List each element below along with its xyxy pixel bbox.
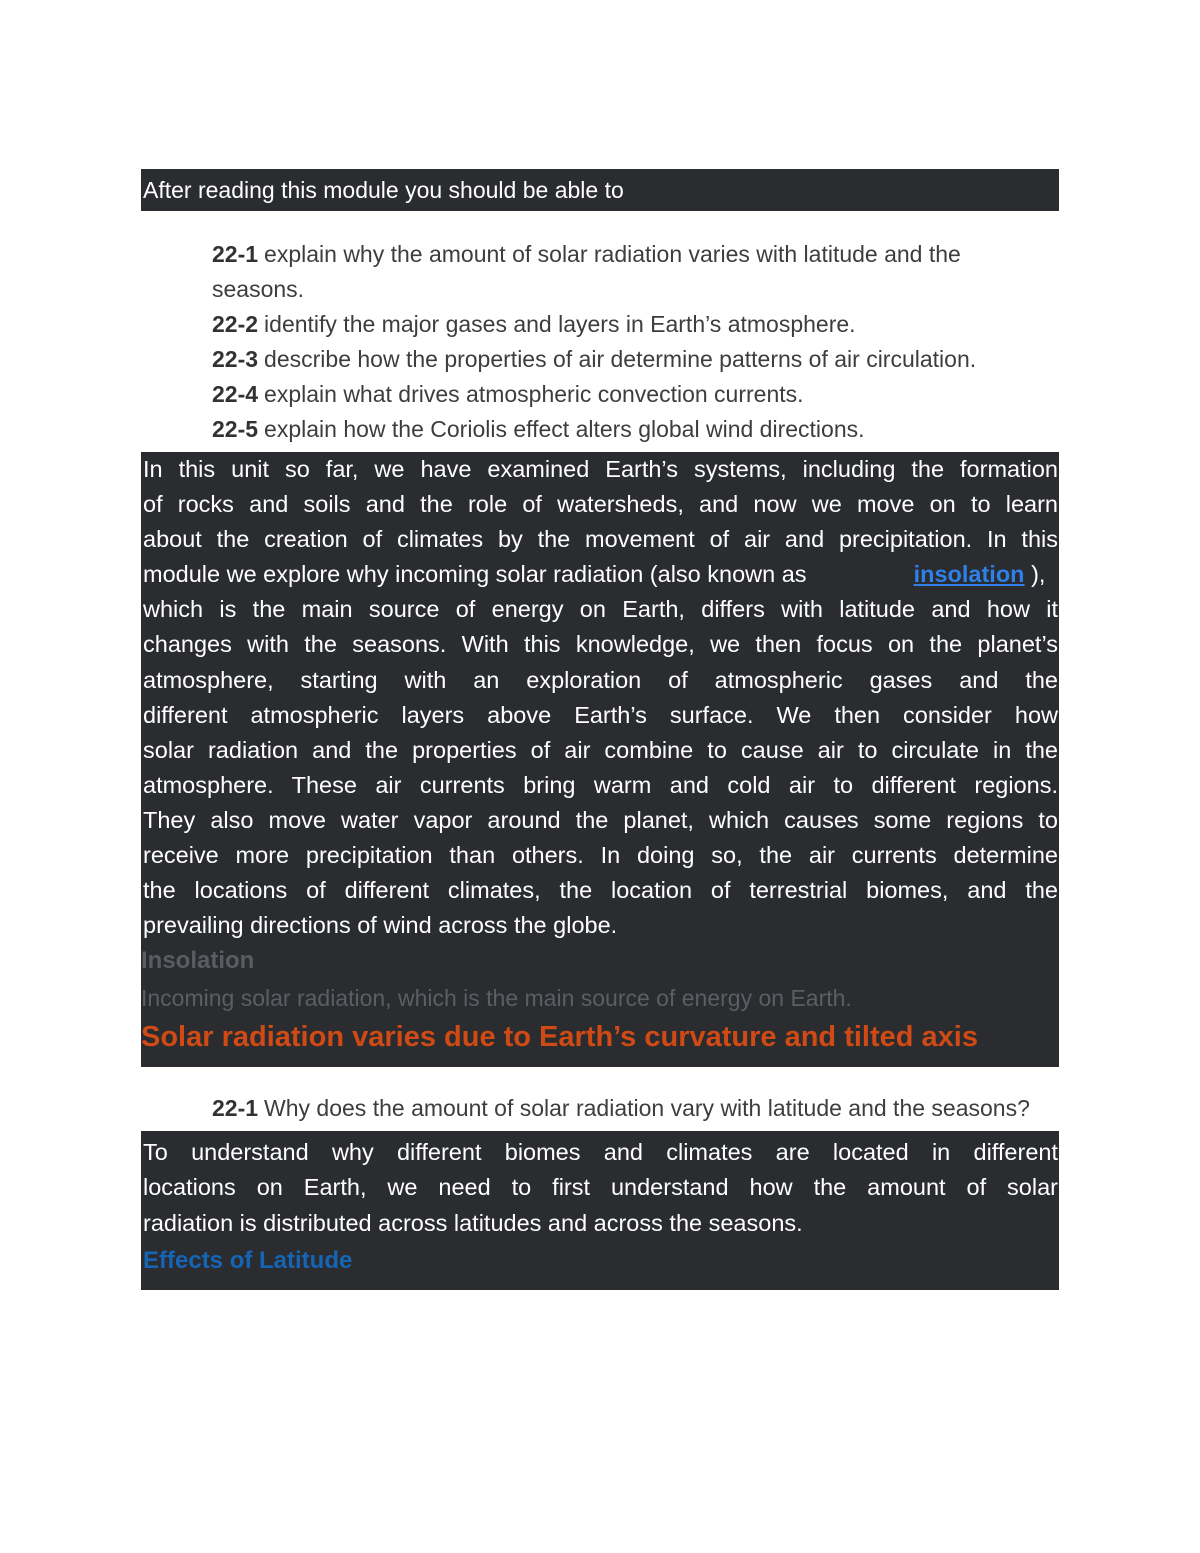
- section-heading: Solar radiation varies due to Earth’s curvature and tilted axis: [141, 1021, 978, 1054]
- intro-line: which is the main source of energy on Earth, differs with latitude and how it: [143, 596, 1058, 623]
- objective-item: [212, 412, 1059, 447]
- intro-line: changes with the seasons. With this knowledge, we then focus on the planet’s: [143, 631, 1058, 658]
- intro-line-end: ),: [1031, 561, 1046, 588]
- objective-item: [212, 307, 1059, 342]
- intro-line: the locations of different climates, the location of terrestrial biomes, and the: [143, 877, 1058, 904]
- objective-item: [212, 377, 1059, 412]
- guiding-question: [141, 1067, 1059, 1131]
- objective-id: 22-3: [212, 346, 259, 372]
- glossary-term: Insolation: [141, 947, 255, 975]
- question-id: 22-1: [212, 1095, 259, 1122]
- objective-item: [212, 237, 1059, 307]
- body-line: locations on Earth, we need to first understand how the amount of solar: [143, 1174, 1058, 1201]
- intro-line: prevailing directions of wind across the globe.: [143, 912, 618, 939]
- objective-text: explain how the Coriolis effect alters global wind directions.: [264, 416, 865, 442]
- body-line: To understand why different biomes and climates are located in different: [143, 1139, 1058, 1166]
- body-line: radiation is distributed across latitudes and across the seasons.: [143, 1209, 803, 1236]
- objective-item: [212, 342, 1059, 377]
- document-page: [141, 169, 1059, 1290]
- intro-line-with-link: [143, 557, 1058, 592]
- intro-line: of rocks and soils and the role of watersheds, and now we move on to learn: [143, 491, 1058, 518]
- intro-line: atmosphere, starting with an exploration of atmospheric gases and the: [143, 666, 1058, 693]
- objectives-title: After reading this module you should be able to: [141, 169, 1059, 211]
- objective-id: 22-5: [212, 416, 259, 442]
- intro-line: They also move water vapor around the planet, which causes some regions to: [143, 806, 1058, 833]
- objective-text: explain what drives atmospheric convection currents.: [264, 381, 804, 407]
- insolation-link[interactable]: insolation: [913, 561, 1025, 588]
- intro-line: solar radiation and the properties of air combine to cause air to circulate in the: [143, 736, 1058, 763]
- objective-id: 22-1: [212, 241, 259, 267]
- intro-line: different atmospheric layers above Earth’s surface. We then consider how: [143, 701, 1058, 728]
- objective-id: 22-4: [212, 381, 259, 407]
- question-text: Why does the amount of solar radiation vary with latitude and the seasons?: [264, 1095, 1030, 1122]
- intro-line: receive more precipitation than others. In doing so, the air currents determine: [143, 842, 1058, 869]
- subheading: Effects of Latitude: [143, 1246, 353, 1274]
- objective-id: 22-2: [212, 311, 259, 337]
- glossary-definition: Incoming solar radiation, which is the main source of energy on Earth.: [141, 985, 852, 1012]
- objective-text: describe how the properties of air determine patterns of air circulation.: [264, 346, 977, 372]
- intro-block: [141, 452, 1059, 1067]
- intro-line: atmosphere. These air currents bring warm and cold air to different regions.: [143, 771, 1058, 798]
- intro-line: about the creation of climates by the movement of air and precipitation. In this: [143, 526, 1058, 553]
- intro-line: In this unit so far, we have examined Earth’s systems, including the formation: [143, 456, 1058, 482]
- section-body: [141, 1131, 1059, 1289]
- intro-paragraph: [141, 452, 1059, 943]
- intro-line-start: module we explore why incoming solar radiation (also known as: [143, 561, 807, 588]
- objective-text: explain why the amount of solar radiation varies with latitude and the seasons.: [212, 241, 961, 302]
- objectives-list: [141, 211, 1059, 452]
- objective-text: identify the major gases and layers in Earth’s atmosphere.: [264, 311, 856, 337]
